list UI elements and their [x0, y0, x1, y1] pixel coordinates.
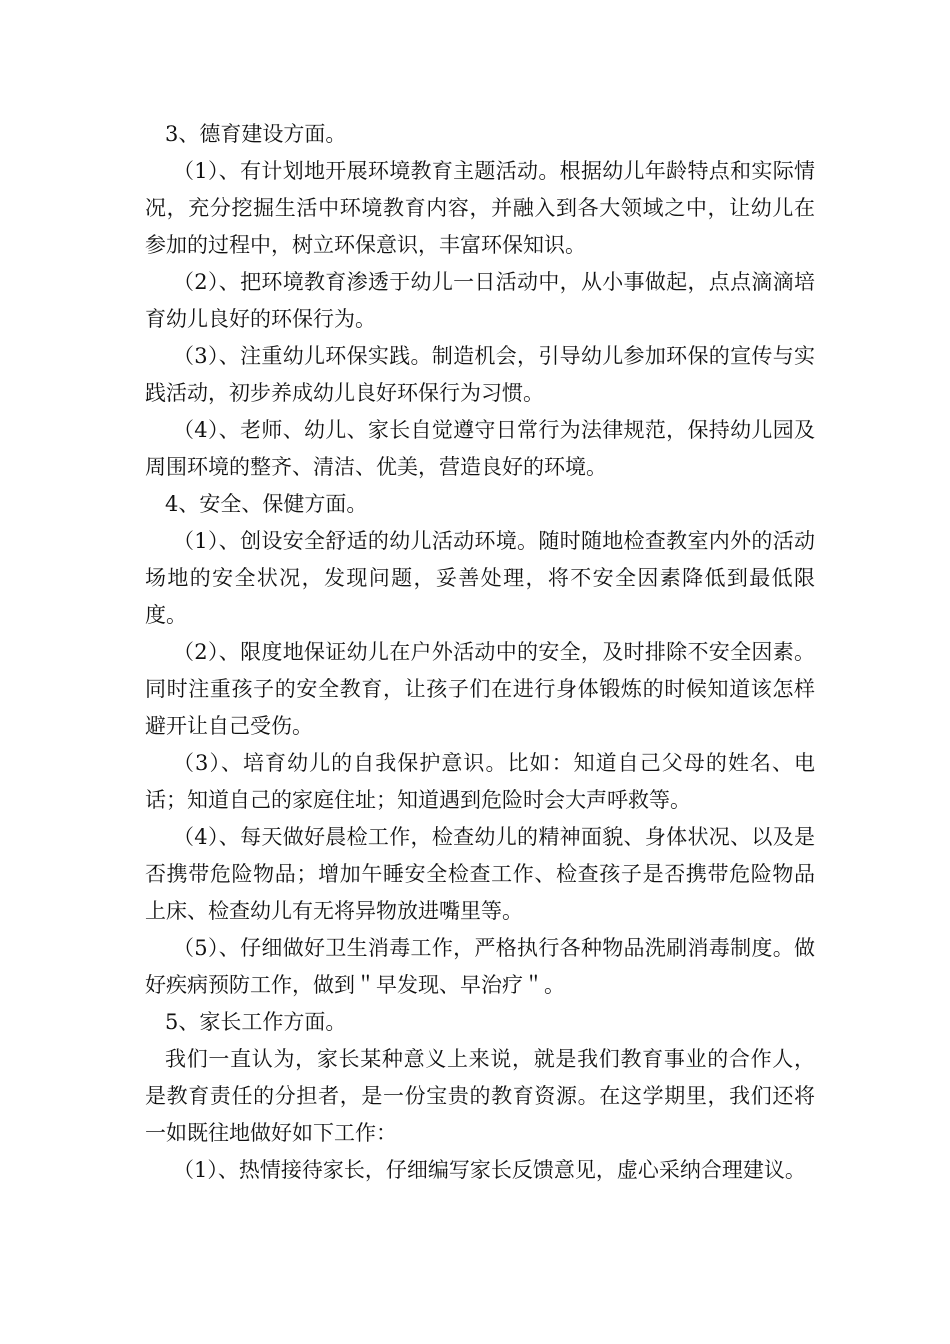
list-item: （3）、注重幼儿环保实践。制造机会，引导幼儿参加环保的宣传与实践活动，初步养成幼儿良好环保行为习惯。 — [145, 344, 815, 405]
section-heading-parent-work: 5、家长工作方面。 — [165, 1010, 347, 1034]
list-item: （3）、培育幼儿的自我保护意识。比如：知道自己父母的姓名、电话；知道自己的家庭住址；知道遇到危险时会大声呼救等。 — [145, 751, 815, 812]
list-item: （1）、创设安全舒适的幼儿活动环境。随时随地检查教室内外的活动场地的安全状况，发现问题，妥善处理，将不安全因素降低到最低限度。 — [145, 529, 815, 627]
document-body — [145, 116, 815, 1189]
list-item: （5）、仔细做好卫生消毒工作，严格执行各种物品洗刷消毒制度。做好疾病预防工作，做到＂早发现、早治疗＂。 — [145, 936, 815, 997]
list-item: （1）、有计划地开展环境教育主题活动。根据幼儿年龄特点和实际情况，充分挖掘生活中环境教育内容，并融入到各大领域之中，让幼儿在参加的过程中，树立环保意识，丰富环保知识。 — [145, 159, 815, 257]
list-item: （4）、每天做好晨检工作，检查幼儿的精神面貌、身体状况、以及是否携带危险物品；增加午睡安全检查工作、检查孩子是否携带危险物品上床、检查幼儿有无将异物放进嘴里等。 — [145, 825, 815, 923]
list-item: （2）、把环境教育渗透于幼儿一日活动中，从小事做起，点点滴滴培育幼儿良好的环保行为。 — [145, 270, 815, 331]
list-item: （1）、热情接待家长，仔细编写家长反馈意见，虚心采纳合理建议。 — [173, 1158, 806, 1182]
list-item: （4）、老师、幼儿、家长自觉遵守日常行为法律规范，保持幼儿园及周围环境的整齐、清洁、优美，营造良好的环境。 — [145, 418, 815, 479]
body-paragraph: 我们一直认为，家长某种意义上来说，就是我们教育事业的合作人，是教育责任的分担者，是一份宝贵的教育资源。在这学期里，我们还将一如既往地做好如下工作： — [145, 1047, 815, 1145]
section-heading-safety-health: 4、安全、保健方面。 — [165, 492, 368, 516]
section-heading-moral-education: 3、德育建设方面。 — [165, 122, 347, 146]
list-item: （2）、限度地保证幼儿在户外活动中的安全，及时排除不安全因素。同时注重孩子的安全教育，让孩子们在进行身体锻炼的时候知道该怎样避开让自己受伤。 — [145, 640, 815, 738]
